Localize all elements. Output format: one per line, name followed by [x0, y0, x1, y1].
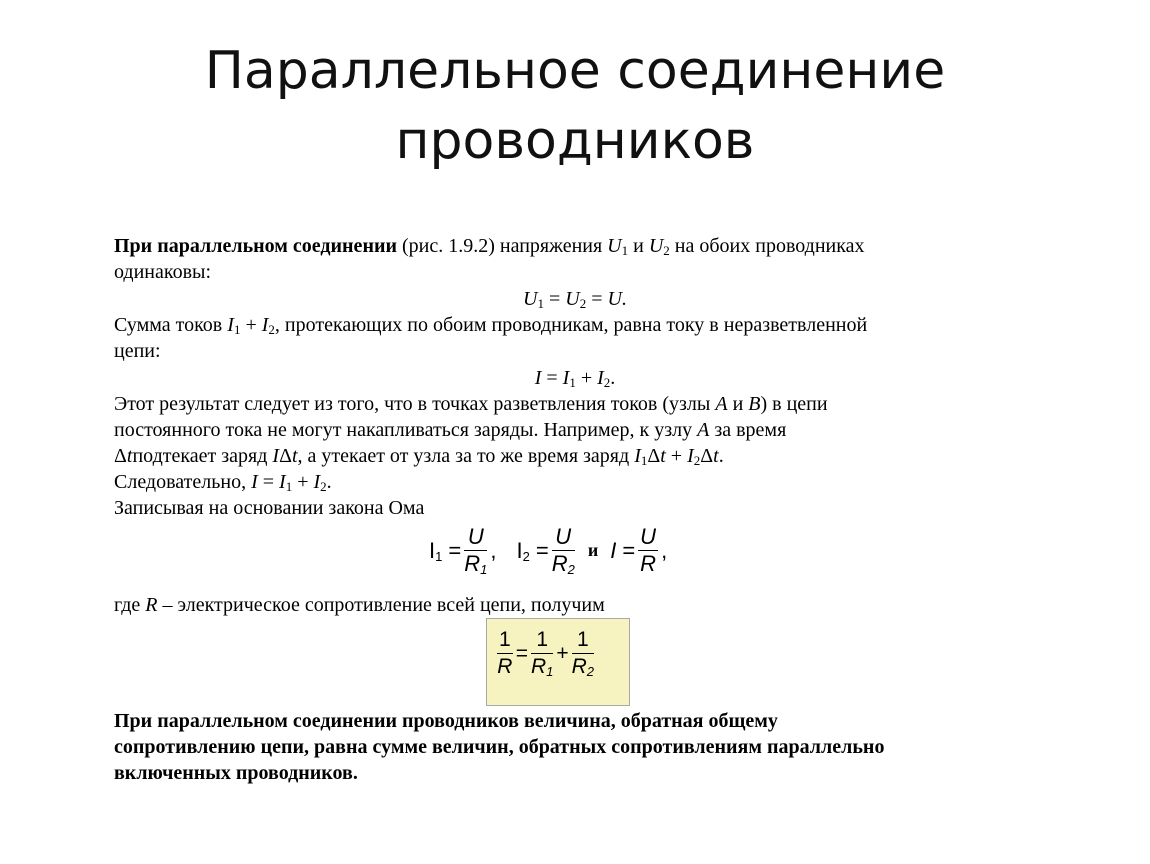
var-i: I: [313, 471, 321, 493]
fraction-u-r: [638, 524, 658, 577]
delta-symbol: Δ: [279, 445, 292, 467]
delta-symbol: Δ: [647, 445, 661, 467]
result-formula: [497, 627, 594, 680]
text-span: где: [114, 594, 146, 616]
subscript: 2: [603, 375, 611, 390]
subscript: 2: [567, 562, 575, 577]
subscript: 1: [569, 375, 576, 390]
denominator: [531, 654, 553, 680]
var-t: t: [291, 445, 298, 467]
var-t: t: [713, 445, 719, 467]
comma: ,: [661, 537, 668, 563]
text-span: Следовательно,: [114, 471, 252, 493]
i1-label: [429, 538, 442, 564]
plus-sign: +: [556, 641, 569, 665]
var-i: I: [261, 314, 269, 336]
var-i: I: [429, 537, 436, 563]
fraction-u-r2: [552, 524, 575, 577]
equals-sign: =: [586, 288, 608, 310]
numerator: U: [464, 524, 487, 551]
delta-symbol: Δ: [114, 445, 127, 467]
subscript: 1: [285, 479, 293, 494]
bold-intro: При параллельном соединении: [114, 235, 398, 257]
denominator: R: [497, 655, 513, 678]
subscript: 2: [586, 664, 595, 679]
var-t: t: [660, 445, 666, 467]
paragraph-3-line2: [114, 417, 1014, 443]
text-span: Этот результат следует из того, что в точках разветвления токов (узлы: [114, 393, 716, 415]
var-t: t: [126, 445, 133, 467]
conclusion-line2: сопротивлению цепи, равна сумме величин, обратных сопротивлениям параллельно: [114, 736, 885, 758]
plus-sign: +: [292, 471, 314, 493]
equals-sign: =: [541, 367, 563, 389]
subscript: 1: [537, 296, 544, 311]
var-i: I: [279, 471, 286, 493]
plus-sign: +: [575, 367, 598, 389]
subscript: 1: [233, 322, 241, 337]
paragraph-2-line2: цепи:: [114, 340, 161, 362]
fraction-1-r1: [531, 627, 553, 680]
conclusion-line3: включенных проводников.: [114, 762, 358, 784]
var-r: R: [530, 655, 547, 678]
delta-symbol: Δ: [700, 445, 714, 467]
text-span: за время: [709, 419, 787, 441]
text-span: (рис. 1.9.2) напряжения: [397, 235, 608, 257]
text-span: и: [628, 235, 649, 257]
var-i: I: [272, 445, 280, 467]
var-i: I: [227, 314, 234, 336]
paragraph-3-line1: [114, 391, 1014, 417]
subscript: 2: [663, 243, 670, 258]
text-span: подтекает заряд: [132, 445, 273, 467]
text-span: на обоих проводниках: [669, 235, 865, 257]
subscript: 2: [579, 296, 587, 311]
node-a: A: [715, 393, 728, 415]
equals-sign: =: [543, 288, 566, 310]
period: .: [718, 445, 724, 467]
var-r: R: [145, 594, 158, 616]
result-formula-box: [486, 618, 630, 706]
slide-title: [0, 36, 1150, 176]
subscript: 1: [621, 243, 629, 258]
paragraph-2-line1: [114, 312, 1014, 338]
equals-sign: =: [535, 537, 549, 563]
subscript: 1: [546, 664, 554, 679]
var-r: R: [551, 551, 568, 576]
plus-sign: +: [240, 314, 262, 336]
subscript: 1: [435, 548, 443, 564]
subscript: 2: [522, 548, 530, 564]
text-span: – электрическое сопротивление всей цепи, получим: [157, 594, 605, 616]
plus-sign: +: [665, 445, 688, 467]
fraction-1-r2: [572, 627, 594, 680]
var-r: R: [571, 655, 587, 678]
equals-sign: =: [448, 537, 462, 563]
and-word: и: [587, 540, 599, 560]
var-i: I: [251, 471, 258, 493]
node-b: B: [748, 393, 761, 415]
slide-title-line2: проводников: [395, 111, 755, 171]
paragraph-3-line5: Записывая на основании закона Ома: [114, 497, 425, 519]
var-u: U: [648, 235, 664, 257]
paragraph-1-line1: [114, 233, 1014, 259]
subscript: 1: [640, 453, 648, 468]
var-i: I: [610, 537, 617, 563]
numerator: 1: [572, 627, 594, 654]
equation-current: [0, 365, 1150, 391]
slide-title-line1: Параллельное соединение: [204, 41, 946, 101]
subscript: 2: [320, 479, 327, 494]
comma: ,: [490, 537, 497, 563]
numerator: U: [640, 524, 657, 549]
denominator: [552, 551, 575, 577]
conclusion-line1: При параллельном соединении проводников величина, обратная общему: [114, 710, 778, 732]
var-i: I: [562, 367, 570, 389]
paragraph-3-line4: [114, 469, 1014, 495]
text-span: , а утекает от узла за то же время заряд: [297, 445, 635, 467]
var-i: I: [597, 367, 604, 389]
var-i: I: [534, 367, 542, 389]
text-span: и: [727, 393, 749, 415]
subscript: 2: [693, 453, 701, 468]
i2-label: [516, 538, 529, 564]
text-span: постоянного тока не могут накапливаться заряды. Например, к узлу: [114, 419, 698, 441]
equation-voltage: [0, 286, 1150, 312]
subscript: 1: [480, 562, 488, 577]
numerator: 1: [497, 627, 513, 654]
fraction-1-r: [497, 627, 513, 680]
text-span: Сумма токов: [114, 314, 228, 336]
period: .: [326, 471, 332, 493]
var-i: I: [687, 445, 694, 467]
paragraph-3-line3: [114, 443, 1014, 469]
var-i: I: [516, 537, 523, 563]
numerator: 1: [531, 627, 553, 654]
var-r: R: [464, 551, 481, 576]
var-u: U.: [607, 288, 627, 310]
denominator: [464, 551, 487, 577]
denominator: [572, 654, 594, 680]
equals-sign: =: [622, 537, 636, 563]
equals-sign: =: [515, 641, 528, 665]
text-span: , протекающих по обоим проводникам, равна току в неразветвленной: [274, 314, 868, 336]
paragraph-1-line2: одинаковы:: [114, 261, 212, 283]
node-a: A: [697, 419, 710, 441]
equals-sign: =: [257, 471, 280, 493]
denominator: R: [640, 551, 657, 576]
ohm-law-formulas: [426, 524, 670, 577]
var-u: U: [523, 288, 538, 310]
var-i: I: [634, 445, 641, 467]
text-span: ) в цепи: [760, 393, 828, 415]
numerator: U: [552, 524, 575, 551]
fraction-u-r1: [464, 524, 487, 577]
var-u: U: [565, 288, 580, 310]
subscript: 2: [268, 322, 275, 337]
paragraph-4: [114, 592, 1014, 618]
var-u: U: [607, 235, 622, 257]
period: .: [610, 367, 616, 389]
